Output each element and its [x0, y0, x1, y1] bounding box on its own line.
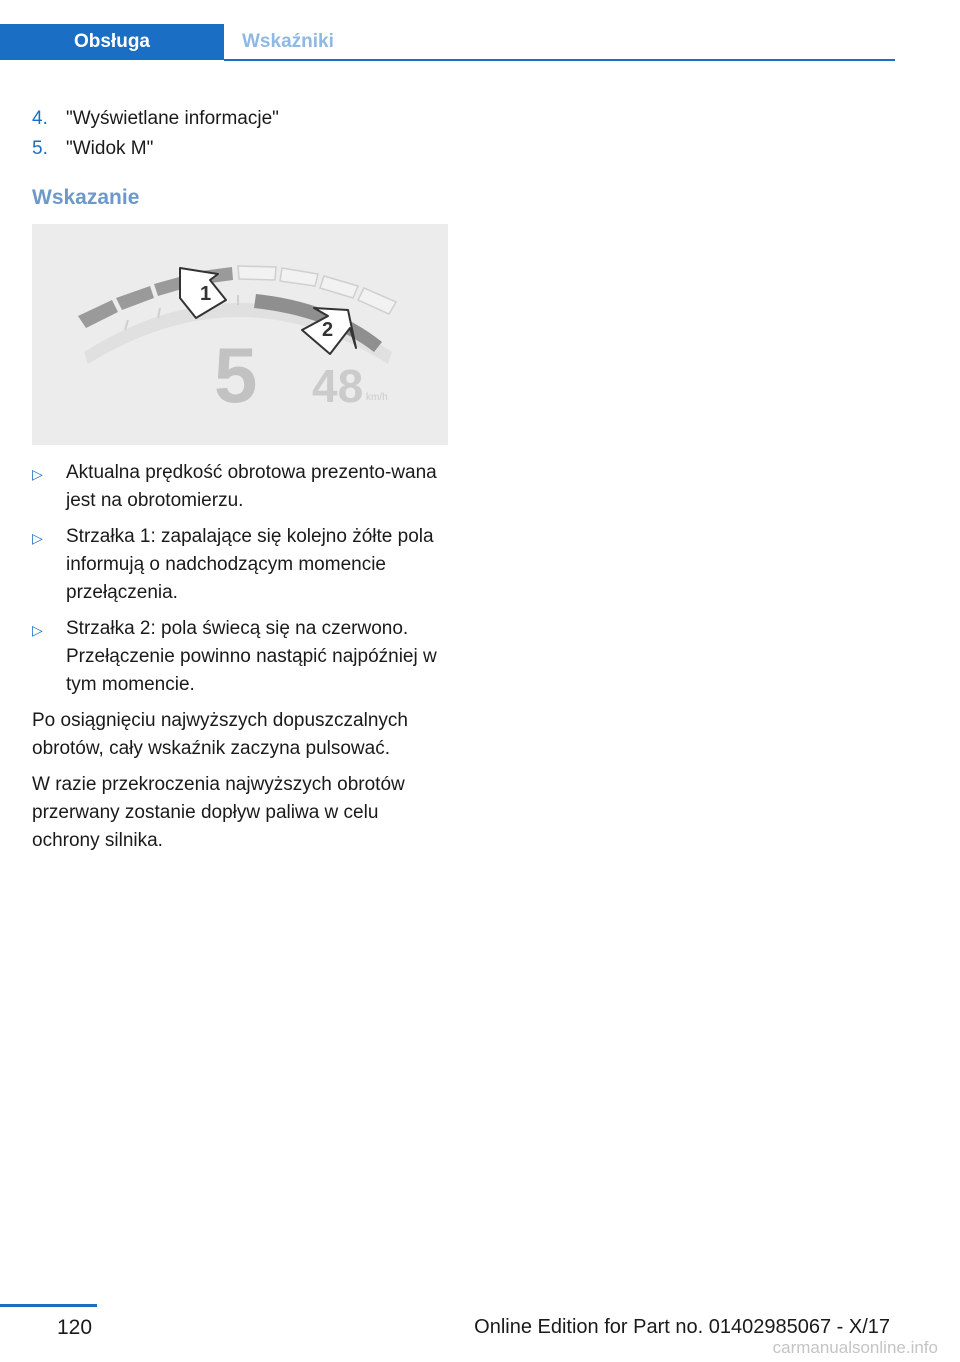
page-content [32, 104, 448, 863]
bullet-item [32, 615, 448, 699]
tab-obsluga[interactable]: Obsługa [0, 24, 224, 60]
bullet-text: Aktualna prędkość obrotowa prezento-wana jest na obrotomierzu. [66, 462, 437, 511]
rpm-segment-empty [238, 266, 276, 280]
arrow-2-label: 2 [322, 319, 334, 341]
tab-wskazniki[interactable]: Wskaźniki [242, 31, 334, 52]
list-number: 5. [32, 138, 48, 159]
speed-display: 48 [312, 360, 364, 412]
edition-note: Online Edition for Part no. 01402985067 - X/17 [474, 1316, 890, 1338]
arrow-1-label: 1 [200, 283, 212, 305]
list-text: "Widok M" [66, 138, 154, 159]
watermark: carmanualsonline.info [772, 1338, 938, 1357]
bullet-item [32, 523, 448, 607]
shift-indicator-figure [32, 224, 448, 445]
list-text: "Wyświetlane informacje" [66, 108, 279, 129]
header-divider [224, 59, 895, 61]
bullet-text: Strzałka 1: zapalające się kolejno żółte pola informują o nadchodzącym momencie przełączenia. [66, 526, 434, 603]
list-number: 4. [32, 108, 48, 129]
page-number: 120 [57, 1316, 93, 1339]
gear-display: 5 [214, 331, 258, 419]
speed-unit: km/h [366, 392, 388, 403]
triangle-bullet-icon: ▷ [32, 530, 43, 546]
section-heading: Wskazanie [32, 186, 140, 209]
triangle-bullet-icon: ▷ [32, 622, 43, 638]
bullet-item [32, 459, 448, 515]
paragraph: Po osiągnięciu najwyższych dopuszczalnych obrotów, cały wskaźnik zaczyna pulsować. [32, 710, 408, 759]
list-item [32, 104, 448, 134]
bullet-text: Strzałka 2: pola świecą się na czerwono. Przełączenie powinno nastąpić najpóźniej w tym momencie. [66, 618, 437, 695]
footer-divider [0, 1304, 97, 1307]
triangle-bullet-icon: ▷ [32, 466, 43, 482]
header-bar [0, 24, 895, 62]
paragraph: W razie przekroczenia najwyższych obrotów przerwany zostanie dopływ paliwa w celu ochrony silnika. [32, 774, 405, 851]
bullet-list [32, 459, 448, 699]
list-item [32, 134, 448, 164]
